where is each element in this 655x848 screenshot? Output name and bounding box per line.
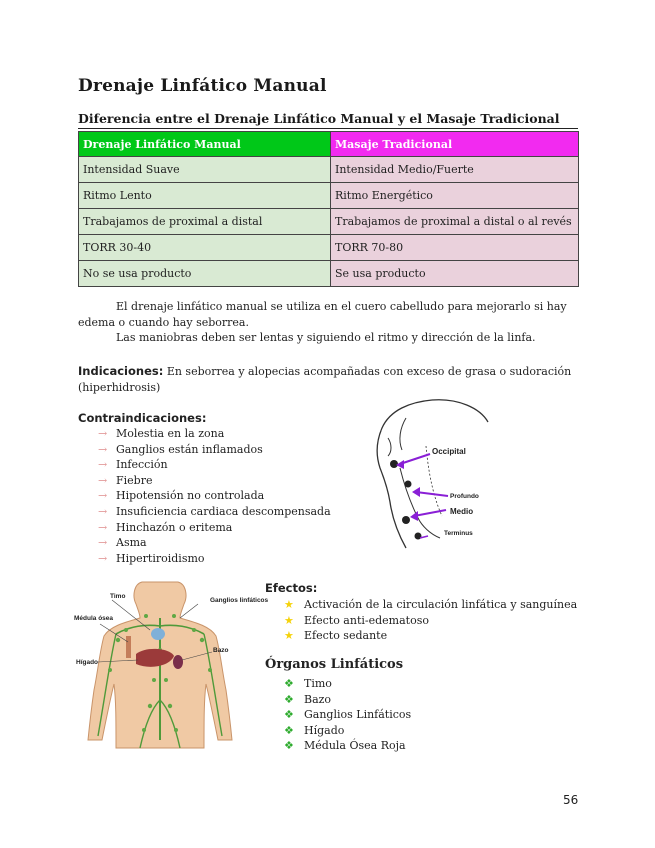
list-item: ❖ Hígado bbox=[284, 723, 345, 737]
clover-bullet-icon: ❖ bbox=[284, 723, 294, 737]
neck-label-medio: Medio bbox=[450, 507, 474, 516]
list-item: → Molestia en la zona bbox=[98, 427, 225, 440]
clover-bullet-icon: ❖ bbox=[284, 677, 294, 690]
header-drenaje: Drenaje Linfático Manual bbox=[79, 132, 331, 157]
list-item: → Hipotensión no controlada bbox=[98, 489, 265, 503]
subtitle-underline bbox=[78, 128, 578, 129]
table-cell: TORR 70-80 bbox=[331, 235, 579, 261]
neck-label-terminus: Terminus bbox=[444, 530, 473, 537]
neck-label-occipital: Occipital bbox=[432, 447, 466, 456]
lymphatic-body-figure bbox=[70, 580, 269, 748]
arrow-bullet-icon: → bbox=[98, 489, 108, 503]
arrow-bullet-icon: → bbox=[98, 536, 108, 550]
list-item: ❖ Bazo bbox=[284, 692, 332, 706]
clover-bullet-icon: ❖ bbox=[284, 708, 294, 721]
arrow-bullet-icon: → bbox=[98, 442, 108, 456]
list-item: → Asma bbox=[98, 536, 147, 550]
header-masaje: Masaje Tradicional bbox=[331, 132, 579, 157]
body-label-timo: Timo bbox=[110, 593, 126, 600]
table-header-row bbox=[79, 132, 579, 157]
arrow-bullet-icon: → bbox=[98, 520, 108, 534]
table-row bbox=[79, 157, 579, 183]
body-label-ganglios: Ganglios linfáticos bbox=[210, 597, 269, 604]
list-item: → Hipertiroidismo bbox=[98, 551, 205, 565]
list-item: → Hinchazón o eritema bbox=[98, 520, 233, 534]
list-item: ★ Activación de la circulación linfática y sanguínea bbox=[284, 598, 578, 611]
table-row bbox=[79, 261, 579, 287]
contraindicaciones-list bbox=[98, 426, 331, 566]
body-label-bazo: Bazo bbox=[213, 647, 229, 654]
contraindicaciones-label: Contraindicaciones: bbox=[78, 411, 207, 425]
star-bullet-icon: ★ bbox=[284, 629, 294, 642]
table-row bbox=[79, 235, 579, 261]
neck-drainage-figure bbox=[370, 398, 490, 556]
arrow-bullet-icon: → bbox=[98, 427, 108, 440]
clover-bullet-icon: ❖ bbox=[284, 739, 294, 752]
table-row bbox=[79, 183, 579, 209]
arrow-bullet-icon: → bbox=[98, 551, 108, 565]
comparison-table bbox=[78, 131, 579, 287]
body-label-medula: Médula ósea bbox=[74, 615, 114, 622]
page-number: 56 bbox=[563, 793, 579, 807]
star-bullet-icon: ★ bbox=[284, 613, 294, 627]
organos-list bbox=[284, 676, 411, 754]
table-cell: Trabajamos de proximal a distal o al revés bbox=[331, 209, 579, 235]
table-cell: Trabajamos de proximal a distal bbox=[79, 209, 331, 235]
efectos-list bbox=[284, 597, 577, 644]
paragraph-1: El drenaje linfático manual se utiliza en el cuero cabelludo para mejorarlo si hay edema o cuando hay seborrea. bbox=[78, 300, 567, 329]
section-subtitle: Diferencia entre el Drenaje Linfático Manual y el Masaje Tradicional bbox=[78, 111, 560, 126]
organos-heading: Órganos Linfáticos bbox=[265, 657, 404, 672]
neck-label-profundo: Profundo bbox=[450, 493, 479, 500]
list-item: ❖ Ganglios Linfáticos bbox=[284, 708, 412, 721]
table-row bbox=[79, 209, 579, 235]
clover-bullet-icon: ❖ bbox=[284, 692, 294, 706]
list-item: ★ Efecto anti-edematoso bbox=[284, 613, 429, 627]
body-label-higado: Hígado bbox=[76, 659, 99, 666]
paragraph-2: Las maniobras deben ser lentas y siguiendo el ritmo y dirección de la linfa. bbox=[116, 331, 536, 344]
indicaciones-text: En seborrea y alopecias acompañadas con exceso de grasa o sudoración (hiperhidrosis) bbox=[78, 365, 572, 394]
list-item: ❖ Timo bbox=[284, 677, 332, 690]
indicaciones-block bbox=[78, 363, 578, 396]
list-item: ★ Efecto sedante bbox=[284, 629, 388, 642]
efectos-label: Efectos: bbox=[265, 581, 318, 595]
table-cell: Ritmo Energético bbox=[331, 183, 579, 209]
list-item: → Insuficiencia cardiaca descompensada bbox=[98, 504, 331, 518]
list-item: → Ganglios están inflamados bbox=[98, 442, 263, 456]
table-cell: TORR 30-40 bbox=[79, 235, 331, 261]
arrow-bullet-icon: → bbox=[98, 504, 108, 518]
table-cell: Intensidad Suave bbox=[79, 157, 331, 183]
table-cell: Intensidad Medio/Fuerte bbox=[331, 157, 579, 183]
indicaciones-label: Indicaciones: bbox=[78, 364, 164, 378]
table-cell: Ritmo Lento bbox=[79, 183, 331, 209]
page-title: Drenaje Linfático Manual bbox=[78, 76, 327, 96]
list-item: ❖ Médula Ósea Roja bbox=[284, 739, 406, 752]
list-item: → Fiebre bbox=[98, 473, 153, 487]
table-cell: No se usa producto bbox=[79, 261, 331, 287]
list-item: → Infección bbox=[98, 458, 168, 472]
arrow-bullet-icon: → bbox=[98, 458, 108, 472]
arrow-bullet-icon: → bbox=[98, 473, 108, 487]
table-cell: Se usa producto bbox=[331, 261, 579, 287]
star-bullet-icon: ★ bbox=[284, 598, 294, 611]
